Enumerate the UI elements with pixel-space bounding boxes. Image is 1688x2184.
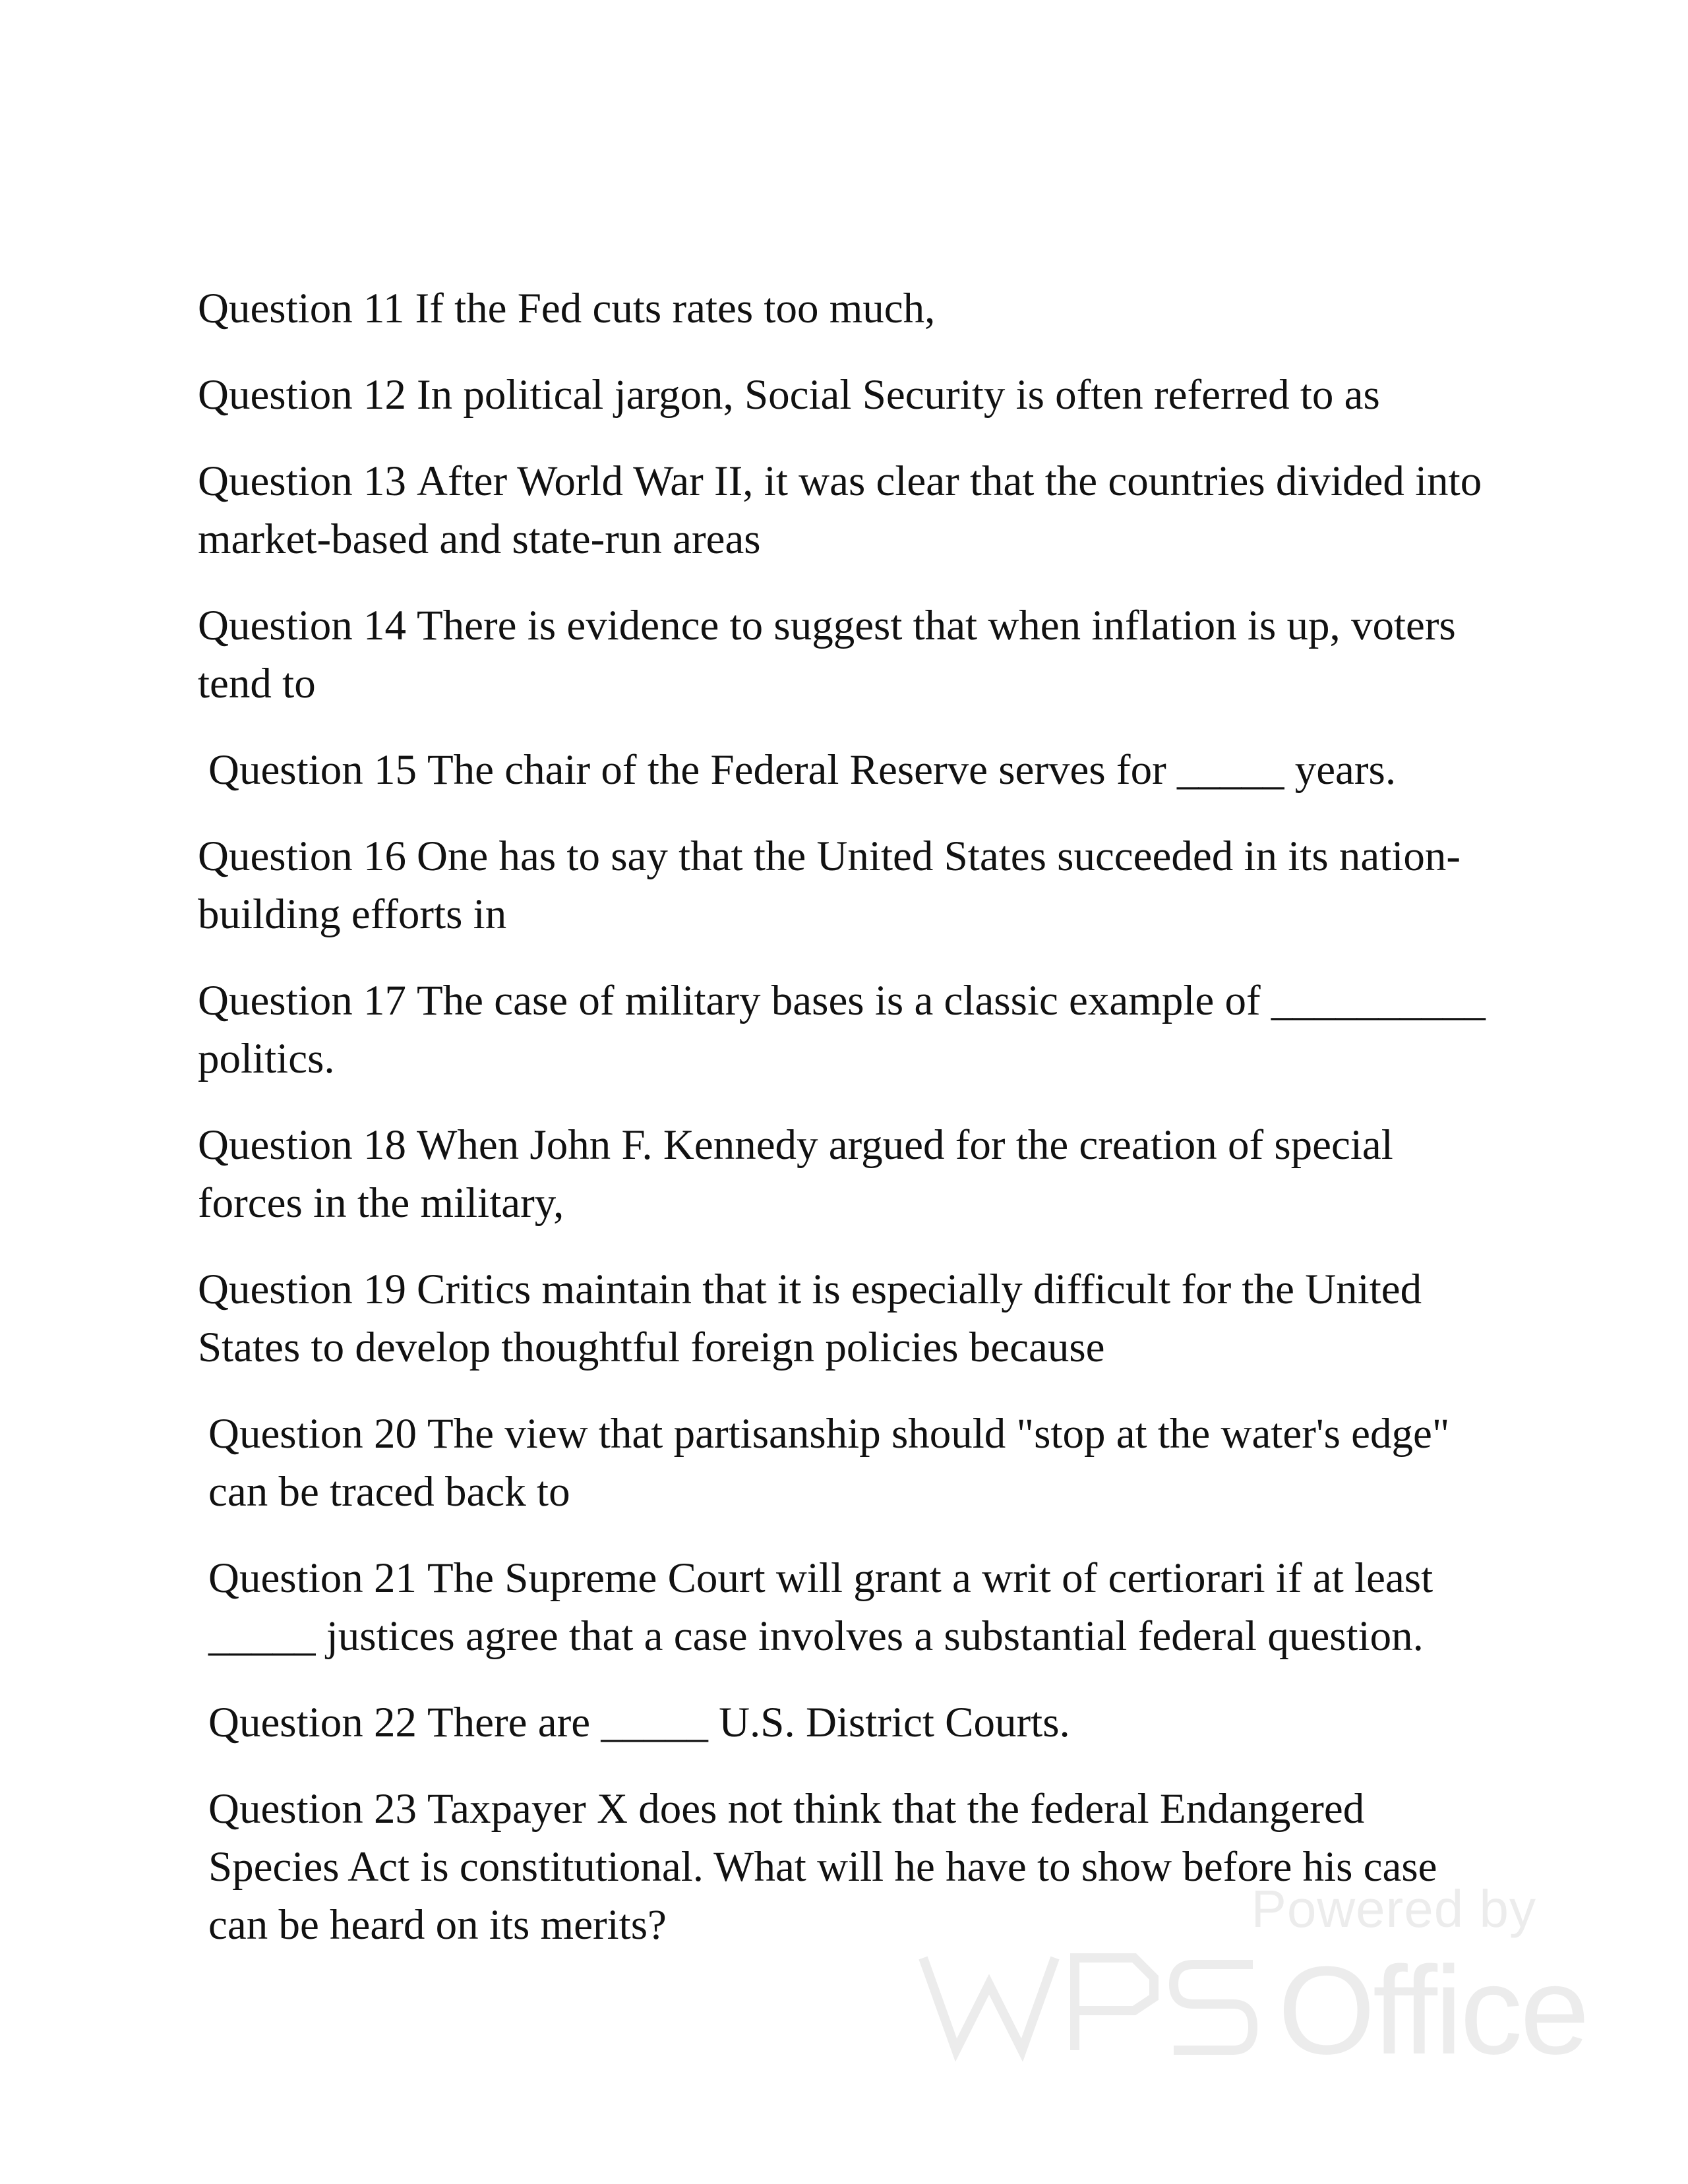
question-text: In political jargon, Social Security is often referred to as bbox=[416, 371, 1380, 419]
question-number: Question 13 bbox=[198, 457, 406, 505]
question-text: One has to say that the United States succeeded in its nation-building efforts in bbox=[198, 833, 1461, 938]
question-item bbox=[198, 741, 1503, 799]
question-text: Taxpayer X does not think that the federal Endangered Species Act is constitutional. What will he have to show before his case can be heard on its merits? bbox=[208, 1785, 1437, 1949]
question-number: Question 19 bbox=[198, 1266, 406, 1313]
question-number: Question 21 bbox=[208, 1554, 417, 1602]
question-item bbox=[198, 280, 1503, 338]
question-text: There are _____ U.S. District Courts. bbox=[427, 1699, 1070, 1746]
question-number: Question 12 bbox=[198, 371, 406, 419]
question-number: Question 22 bbox=[208, 1699, 417, 1746]
wps-office-logo-icon bbox=[917, 1941, 1587, 2081]
question-item bbox=[198, 1405, 1503, 1521]
watermark-powered-by: Powered by bbox=[1251, 1879, 1536, 1938]
question-text: The Supreme Court will grant a writ of certiorari if at least _____ justices agree that a case involves a substantial federal question. bbox=[208, 1554, 1433, 1660]
question-list bbox=[198, 280, 1503, 1982]
question-text: If the Fed cuts rates too much, bbox=[415, 285, 936, 332]
question-text: After World War II, it was clear that the countries divided into market-based and state-run areas bbox=[198, 457, 1482, 563]
question-number: Question 17 bbox=[198, 977, 406, 1024]
question-text: The case of military bases is a classic example of __________ politics. bbox=[198, 977, 1486, 1082]
question-item bbox=[198, 972, 1503, 1088]
question-text: When John F. Kennedy argued for the creation of special forces in the military, bbox=[198, 1121, 1393, 1227]
question-item bbox=[198, 827, 1503, 943]
question-item bbox=[198, 366, 1503, 424]
question-item bbox=[198, 1260, 1503, 1376]
question-item bbox=[198, 1694, 1503, 1752]
question-number: Question 16 bbox=[198, 833, 406, 880]
question-number: Question 18 bbox=[198, 1121, 406, 1169]
question-item bbox=[198, 1116, 1503, 1232]
wps-office-watermark bbox=[917, 1879, 1587, 2090]
question-item bbox=[198, 1549, 1503, 1665]
question-text: The view that partisanship should "stop at the water's edge" can be traced back to bbox=[208, 1410, 1450, 1516]
question-item bbox=[198, 597, 1503, 713]
question-number: Question 15 bbox=[208, 746, 417, 794]
question-text: There is evidence to suggest that when inflation is up, voters tend to bbox=[198, 602, 1456, 707]
watermark-office-text: Office bbox=[1278, 1941, 1587, 2081]
question-number: Question 11 bbox=[198, 285, 405, 332]
question-text: The chair of the Federal Reserve serves for _____ years. bbox=[427, 746, 1397, 794]
question-number: Question 20 bbox=[208, 1410, 417, 1458]
question-text: Critics maintain that it is especially difficult for the United States to develop thoughtful foreign policies because bbox=[198, 1266, 1422, 1371]
question-number: Question 23 bbox=[208, 1785, 417, 1833]
question-number: Question 14 bbox=[198, 602, 406, 649]
question-item bbox=[198, 452, 1503, 568]
